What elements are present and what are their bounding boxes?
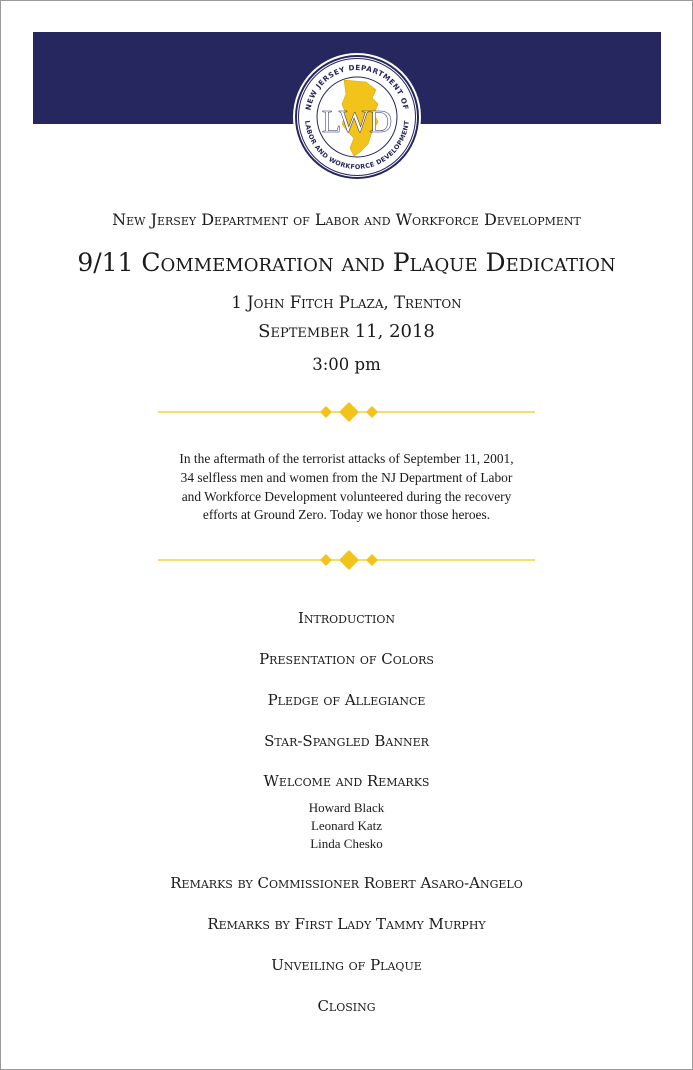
intro-line: 34 selfless men and women from the NJ Department of Labor [180, 469, 513, 485]
intro-line: and Workforce Development volunteered during the recovery [181, 488, 512, 504]
program-item: Closing [317, 997, 376, 1015]
intro-line: In the aftermath of the terrorist attacks of September 11, 2001, [179, 451, 514, 466]
program-item: Remarks by Commissioner Robert Asaro-Angelo [170, 874, 523, 892]
event-title: 9/11 Commemoration and Plaque Dedication [77, 248, 616, 277]
program-item: Remarks by First Lady Tammy Murphy [207, 915, 486, 933]
intro-paragraph [110, 450, 583, 525]
event-date: September 11, 2018 [258, 321, 435, 342]
gold-diamond-divider [158, 550, 535, 570]
department-seal-logo [292, 52, 422, 182]
svg-text:LWD: LWD [321, 103, 393, 139]
program-item: Star-Spangled Banner [264, 732, 429, 750]
program-item: Pledge of Allegiance [267, 691, 426, 709]
program-item: Welcome and Remarks [263, 772, 430, 790]
program-item: Unveiling of Plaque [271, 956, 422, 974]
intro-line: efforts at Ground Zero. Today we honor those heroes. [202, 507, 491, 523]
speaker-name: Leonard Katz [310, 818, 383, 833]
svg-text:NEW JERSEY DEPARTMENT OF: NEW JERSEY DEPARTMENT OF [303, 62, 411, 111]
event-time: 3:00 pm [312, 355, 381, 374]
svg-text:LABOR AND WORKFORCE DEVELOPMEN: LABOR AND WORKFORCE DEVELOPMENT [303, 120, 411, 172]
speaker-name: Howard Black [308, 800, 385, 815]
department-name: New Jersey Department of Labor and Workforce Development [112, 210, 581, 229]
event-address: 1 John Fitch Plaza, Trenton [231, 293, 462, 312]
speaker-name: Linda Chesko [310, 836, 383, 851]
program-item: Introduction [297, 609, 396, 627]
program-item: Presentation of Colors [259, 650, 434, 668]
gold-diamond-divider [158, 402, 535, 422]
